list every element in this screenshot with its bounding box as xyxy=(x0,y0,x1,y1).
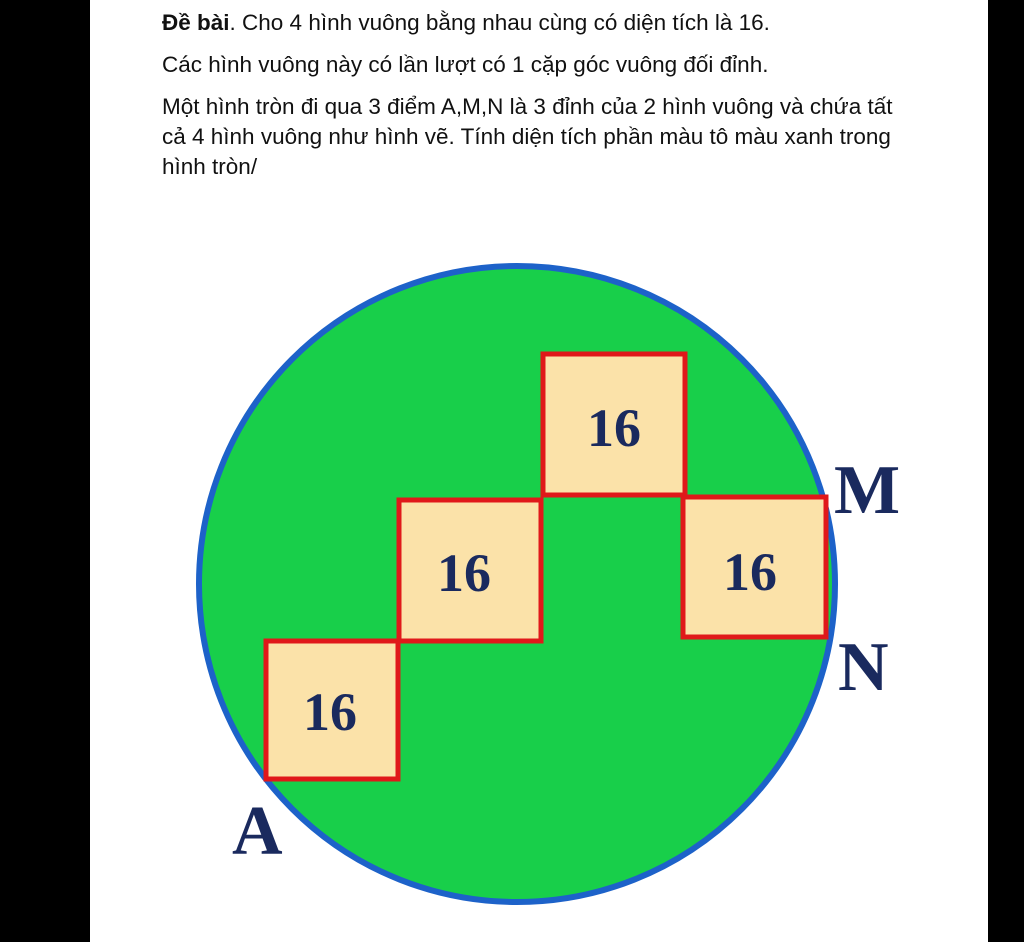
point-label-A: A xyxy=(232,793,283,870)
square-d-label: 16 xyxy=(723,542,777,602)
square-d xyxy=(683,497,826,637)
square-c-label: 16 xyxy=(587,398,641,458)
square-b xyxy=(399,500,541,641)
square-a xyxy=(266,641,398,779)
square-b-label: 16 xyxy=(437,543,491,603)
problem-line-2: Các hình vuông này có lần lượt có 1 cặp góc vuông đối đỉnh. xyxy=(162,52,769,77)
problem-line-1-rest: . Cho 4 hình vuông bằng nhau cùng có diện tích là 16. xyxy=(229,10,770,35)
problem-paragraph-3: Một hình tròn đi qua 3 điểm A,M,N là 3 đỉnh của 2 hình vuông và chứa tất cả 4 hình vuông như hình vẽ. Tính diện tích phần màu tô màu xanh trong hình tròn/ xyxy=(162,94,893,179)
square-c xyxy=(543,354,685,495)
point-label-M: M xyxy=(834,452,901,529)
point-label-N: N xyxy=(838,629,889,706)
problem-heading: Đề bài xyxy=(162,10,230,35)
square-a-label: 16 xyxy=(303,682,357,742)
